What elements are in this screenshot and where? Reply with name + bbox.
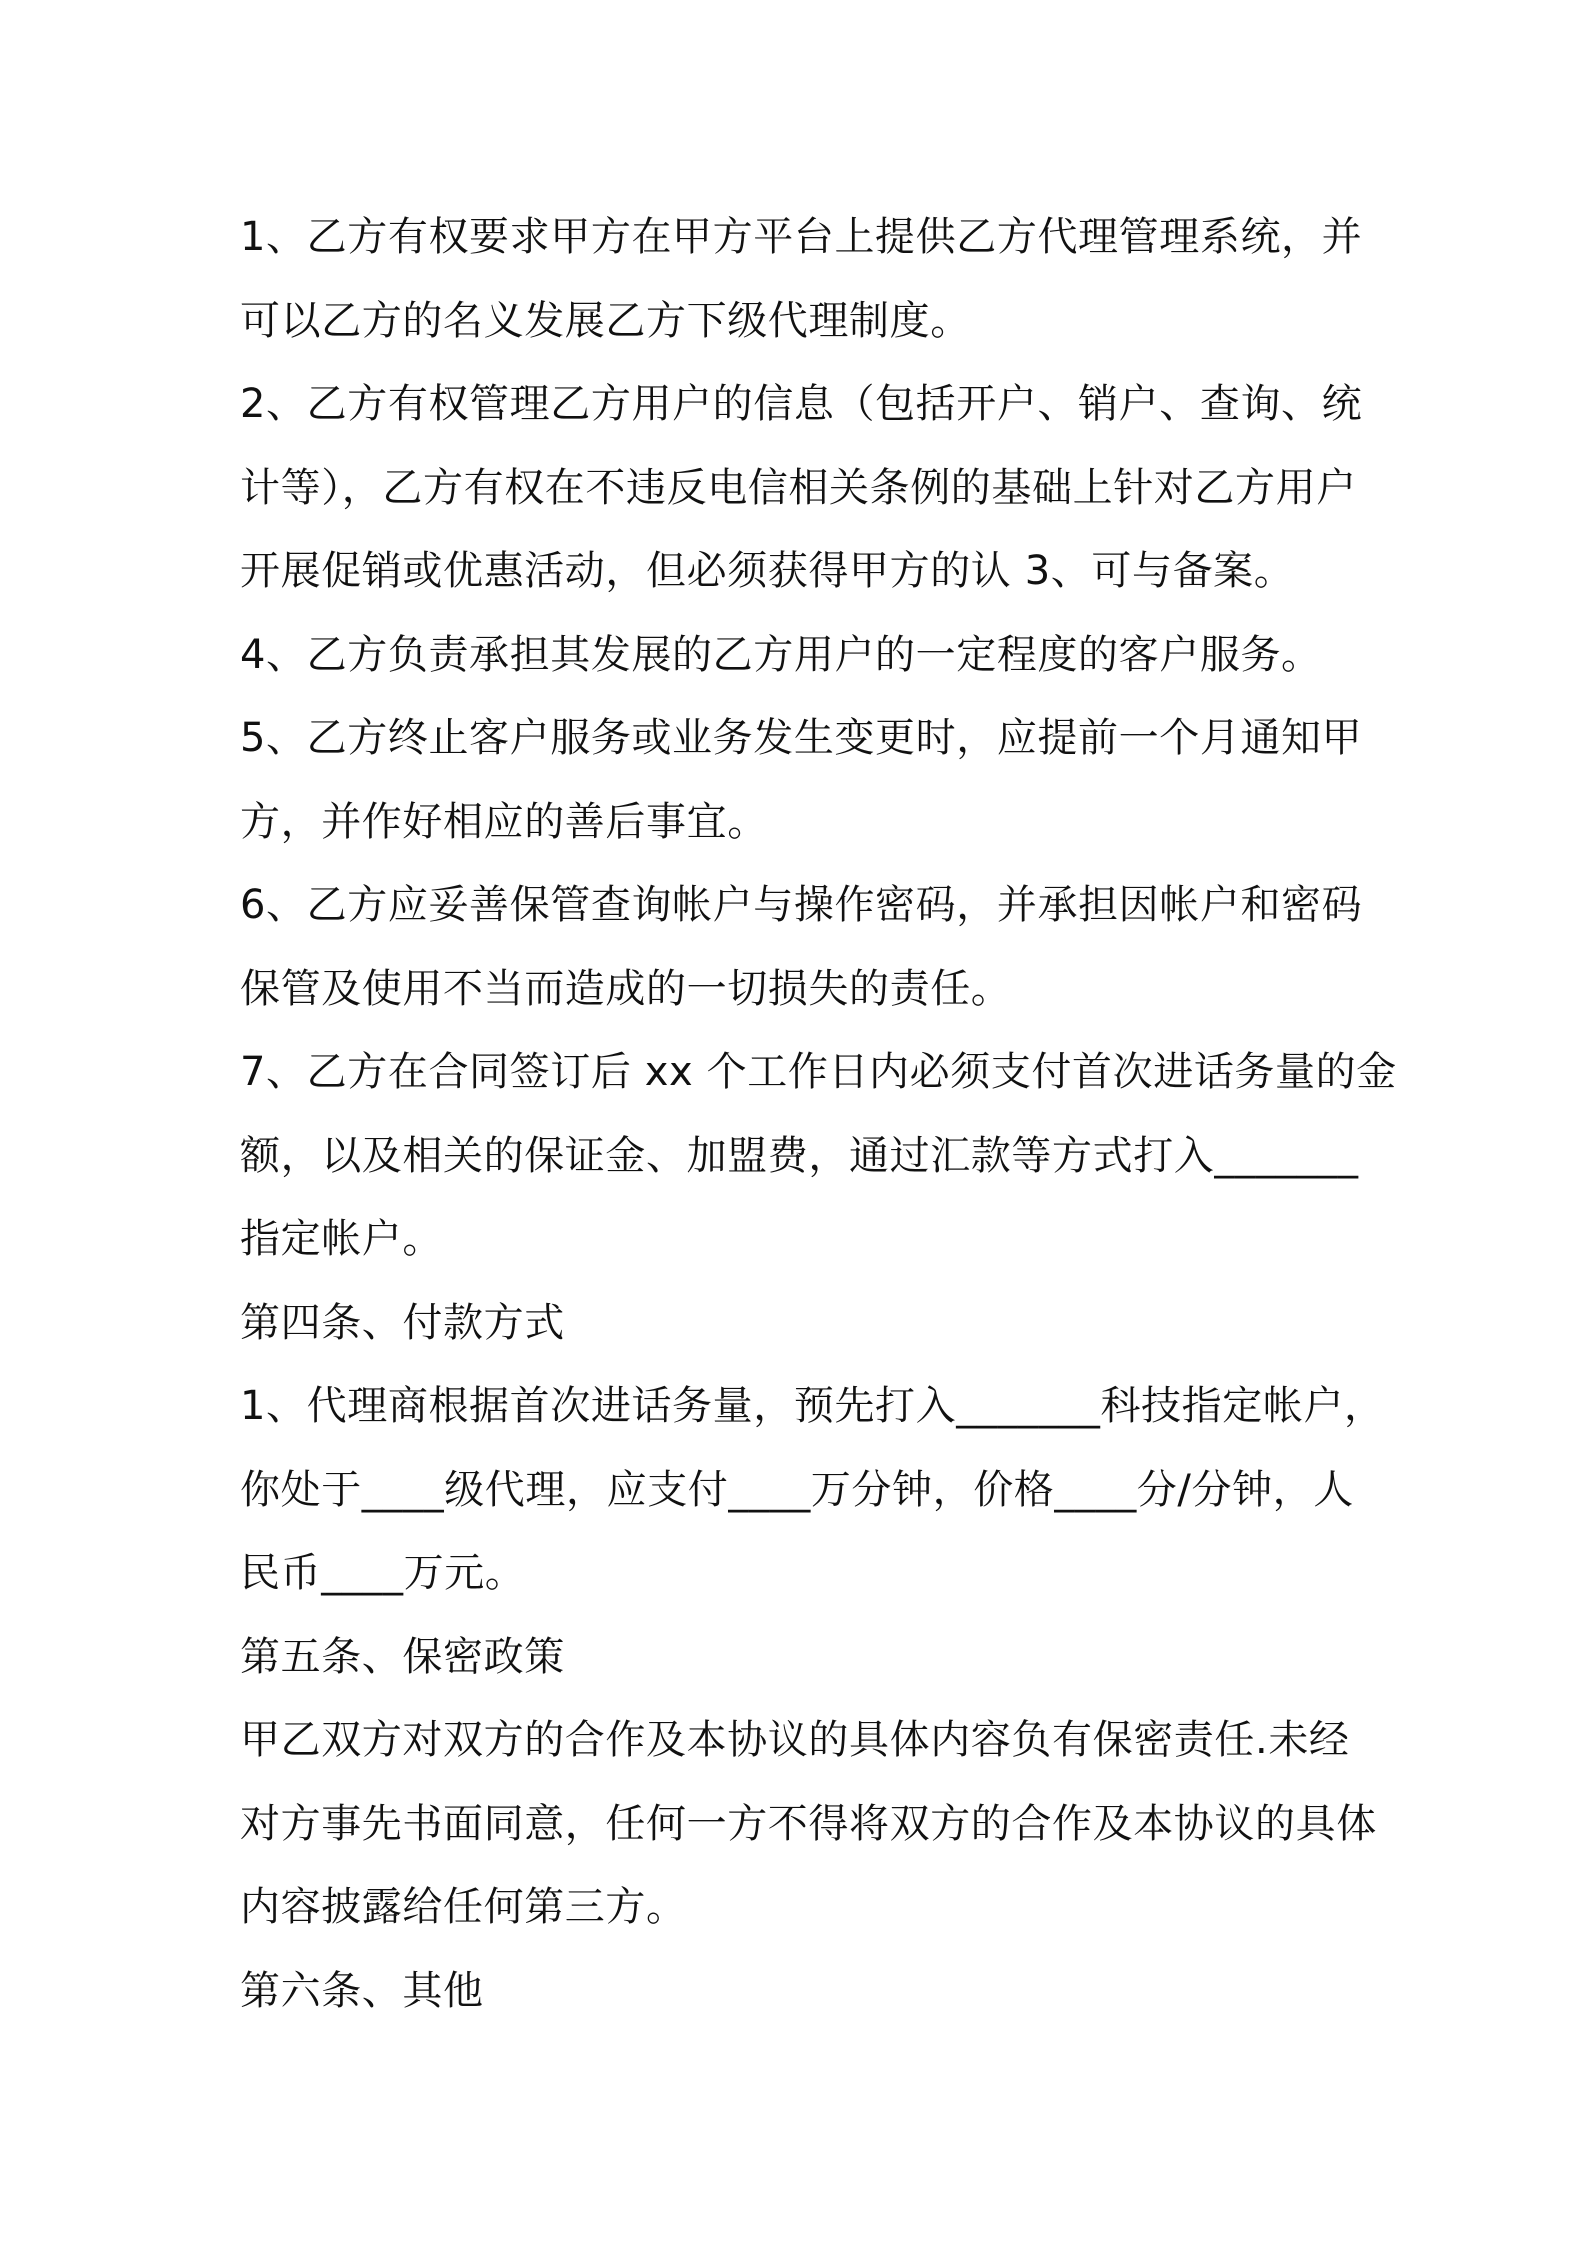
- section-heading: 第六条、其他: [240, 1967, 484, 2014]
- text-line: 计等），乙方有权在不违反电信相关条例的基础上针对乙方用户: [240, 464, 1357, 511]
- section-heading: 第五条、保密政策: [240, 1633, 565, 1680]
- section-heading: 第四条、付款方式: [240, 1299, 565, 1346]
- text-line: 对方事先书面同意，任何一方不得将双方的合作及本协议的具体: [240, 1800, 1377, 1847]
- text-line: 4、乙方负责承担其发展的乙方用户的一定程度的客户服务。: [240, 631, 1322, 678]
- text-line: 5、乙方终止客户服务或业务发生变更时，应提前一个月通知甲: [240, 715, 1363, 761]
- document-body: [240, 196, 1397, 2033]
- text-line: 民币____万元。: [240, 1550, 526, 1596]
- text-line: 可以乙方的名义发展乙方下级代理制度。: [240, 297, 971, 344]
- text-line: 内容披露给任何第三方。: [240, 1884, 687, 1930]
- text-line: 2、乙方有权管理乙方用户的信息（包括开户、销户、查询、统: [240, 381, 1363, 427]
- text-line: 保管及使用不当而造成的一切损失的责任。: [240, 965, 1012, 1012]
- text-line: 额，以及相关的保证金、加盟费，通过汇款等方式打入_______: [240, 1132, 1359, 1179]
- text-line: 开展促销或优惠活动，但必须获得甲方的认 3、可与备案。: [240, 548, 1295, 594]
- text-line: 甲乙双方对双方的合作及本协议的具体内容负有保密责任.未经: [240, 1717, 1350, 1763]
- text-line: 6、乙方应妥善保管查询帐户与操作密码，并承担因帐户和密码: [240, 882, 1363, 928]
- text-line: 1、代理商根据首次进话务量，预先打入_______科技指定帐户，: [240, 1383, 1385, 1429]
- text-line: 方，并作好相应的善后事宜。: [240, 798, 768, 845]
- text-line: 你处于____级代理，应支付____万分钟，价格____分/分钟，人: [240, 1466, 1354, 1513]
- text-line: 指定帐户。: [240, 1216, 443, 1262]
- text-line: 7、乙方在合同签订后 xx 个工作日内必须支付首次进话务量的金: [240, 1049, 1397, 1095]
- text-line: 1、乙方有权要求甲方在甲方平台上提供乙方代理管理系统，并: [240, 214, 1363, 260]
